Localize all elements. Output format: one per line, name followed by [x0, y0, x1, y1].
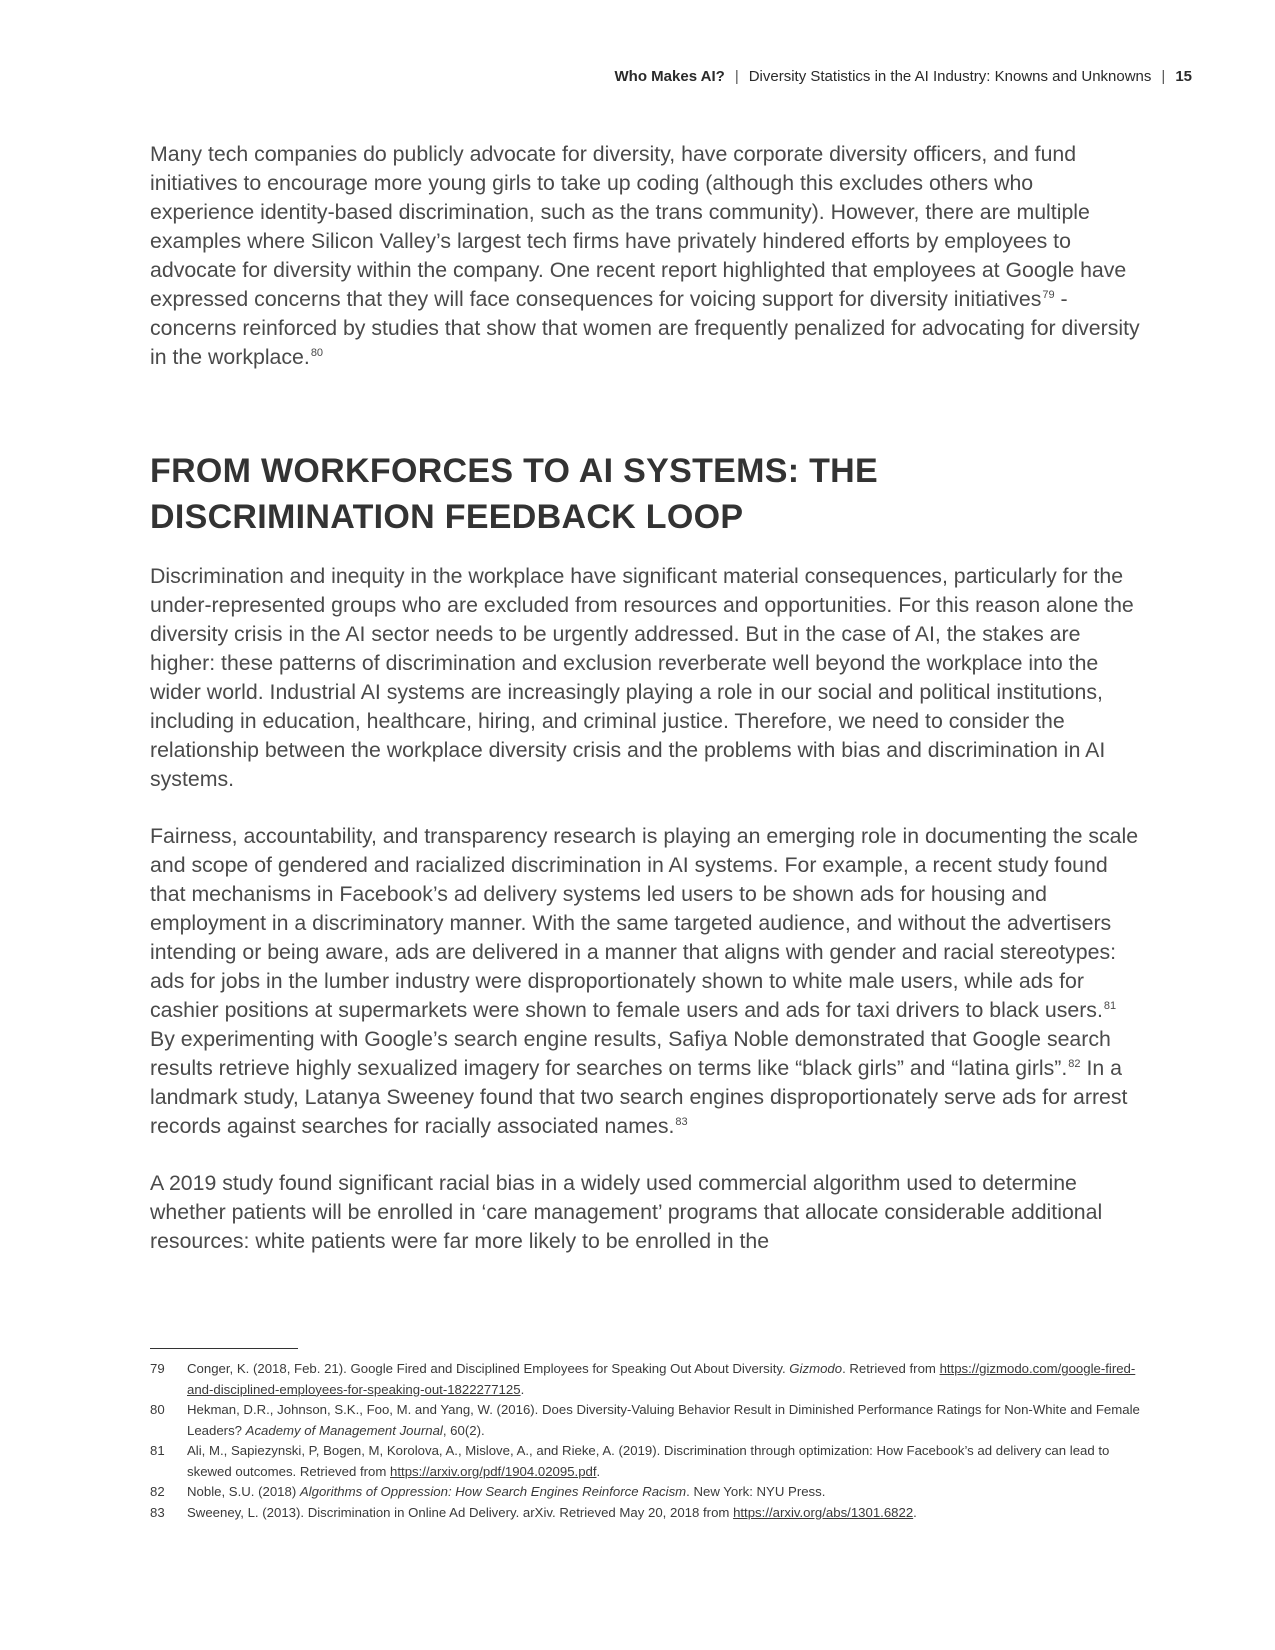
footnote-80: [150, 1400, 1140, 1441]
footnote-citation: .: [596, 1463, 601, 1479]
footnote-citation: , 60(2).: [442, 1422, 485, 1438]
paragraph-discrimination: Discrimination and inequity in the workplace have significant material consequences, particularly for the under-represented groups who are excluded from resources and opportunities. For this reason alone the diversity crisis in the AI sector needs to be urgently addressed. But in the case of AI, the stakes are higher: these patterns of discrimination and exclusion reverberate well beyond the workplace into the wider world. Industrial AI systems are increasingly playing a role in our social and political institutions, including in education, healthcare, hiring, and criminal justice. Therefore, we need to consider the relationship between the workplace diversity crisis and the problems with bias and discrimination in AI systems.: [150, 564, 1134, 791]
footnote-number: 80: [150, 1402, 165, 1417]
paragraph-fairness-research: [150, 822, 1140, 1141]
heading-line-1: FROM WORKFORCES TO AI SYSTEMS: THE: [150, 452, 878, 490]
footnote-text: [187, 1359, 1140, 1400]
footnote-citation: .: [913, 1504, 917, 1520]
footnote-ref-79[interactable]: 79: [1042, 288, 1055, 301]
footnote-citation: .: [520, 1381, 525, 1397]
footnote-text: [187, 1441, 1140, 1482]
main-content: [150, 140, 1140, 1256]
section-title: Diversity Statistics in the AI Industry: Knowns and Unknowns: [748, 68, 1152, 85]
footnote-citation: . Retrieved from: [842, 1361, 940, 1376]
footnote-text: [187, 1503, 1140, 1524]
footnote-citation: Hekman, D.R., Johnson, S.K., Foo, M. and Yang, W. (2016). Does Diversity-Valuing Behavior Result in Diminished Performance Ratings for Non-White and Female Leaders?: [187, 1402, 1140, 1438]
footnote-link[interactable]: https://gizmodo.com/google-fired-and-disciplined-employees-for-speaking-out-1822277125: [187, 1361, 1136, 1397]
section-heading: [150, 448, 1140, 540]
footnote-ref-83[interactable]: 83: [675, 1115, 688, 1128]
running-header: [615, 68, 1192, 85]
footnote-number: 81: [150, 1443, 165, 1458]
paragraph-text: By experimenting with Google’s search engine results, Safiya Noble demonstrated that Google search results retrieve highly sexualized imagery for searches on terms like “black girls” and “latina girls”.: [150, 1027, 1111, 1080]
paragraph-text: - concerns reinforced by studies that show that women are frequently penalized for advocating for diversity in the workplace.: [150, 287, 1140, 369]
footnote-source: Gizmodo: [789, 1361, 843, 1376]
footnote-number: 82: [150, 1484, 165, 1499]
paragraph-2019-study: A 2019 study found significant racial bias in a widely used commercial algorithm used to determine whether patients will be enrolled in ‘care management’ programs that allocate considerable additional resources: white patients were far more likely to be enrolled in the: [150, 1171, 1103, 1253]
header-separator: |: [734, 68, 739, 85]
footnote-source: Academy of Management Journal: [245, 1422, 443, 1438]
footnote-ref-80[interactable]: 80: [310, 346, 324, 359]
paragraph-text: Many tech companies do publicly advocate for diversity, have corporate diversity officers, and fund initiatives to encourage more young girls to take up coding (although this excludes others who experience identity-based discrimination, such as the trans community). However, there are multiple examples where Silicon Valley’s largest tech firms have privately hindered efforts by employees to advocate for diversity within the company. One recent report highlighted that employees at Google have expressed concerns that they will face consequences for voicing support for diversity initiatives: [150, 142, 1127, 311]
footnote-citation: . New York: NYU Press.: [686, 1484, 826, 1499]
footnote-number: 83: [150, 1504, 165, 1520]
footnote-ref-82[interactable]: 82: [1068, 1057, 1081, 1070]
footnote-citation: Sweeney, L. (2013). Discrimination in Online Ad Delivery. arXiv. Retrieved May 20, 2018 from: [187, 1504, 734, 1520]
footnote-citation: Ali, M., Sapiezynski, P, Bogen, M, Korolova, A., Mislove, A., and Rieke, A. (2019). Discrimination through optimization: How Facebook’s ad delivery can lead to skewed outcomes. Retrieved from: [187, 1443, 1110, 1479]
footnote-link[interactable]: https://arxiv.org/pdf/1904.02095.pdf: [390, 1463, 597, 1479]
paragraph-text: In a landmark study, Latanya Sweeney found that two search engines disproportionately serve ads for arrest records against searches for racially associated names.: [150, 1056, 1128, 1138]
footnote-ref-81[interactable]: 81: [1103, 999, 1117, 1012]
footnote-text: [187, 1482, 1140, 1503]
footnote-83: [150, 1503, 1140, 1524]
footnote-81: [150, 1441, 1140, 1482]
footnote-82: [150, 1482, 1140, 1503]
footnote-79: [150, 1359, 1140, 1400]
footnote-text: [187, 1400, 1140, 1441]
heading-line-2: DISCRIMINATION FEEDBACK LOOP: [150, 498, 744, 536]
header-separator: |: [1161, 68, 1166, 85]
footnotes: [150, 1348, 1140, 1523]
paragraph-text: Fairness, accountability, and transparency research is playing an emerging role in documenting the scale and scope of gendered and racialized discrimination in AI systems. For example, a recent study found that mechanisms in Facebook’s ad delivery systems led users to be shown ads for housing and employment in a discriminatory manner. With the same targeted audience, and without the advertisers intending or being aware, ads are delivered in a manner that aligns with gender and racial stereotypes: ads for jobs in the lumber industry were disproportionately shown to white male users, while ads for cashier positions at supermarkets were shown to female users and ads for taxi drivers to black users.: [150, 824, 1139, 1022]
footnote-citation: Noble, S.U. (2018): [187, 1484, 300, 1499]
footnote-divider: [150, 1348, 298, 1349]
paragraph-advocacy: [150, 140, 1140, 372]
footnote-number: 79: [150, 1361, 165, 1376]
footnote-citation: Conger, K. (2018, Feb. 21). Google Fired and Disciplined Employees for Speaking Out About Diversity.: [187, 1361, 790, 1376]
footnote-link[interactable]: https://arxiv.org/abs/1301.6822: [733, 1504, 914, 1520]
page-number: 15: [1175, 68, 1192, 85]
footnote-source: Algorithms of Oppression: How Search Engines Reinforce Racism: [299, 1484, 687, 1499]
report-title: Who Makes AI?: [614, 68, 725, 85]
